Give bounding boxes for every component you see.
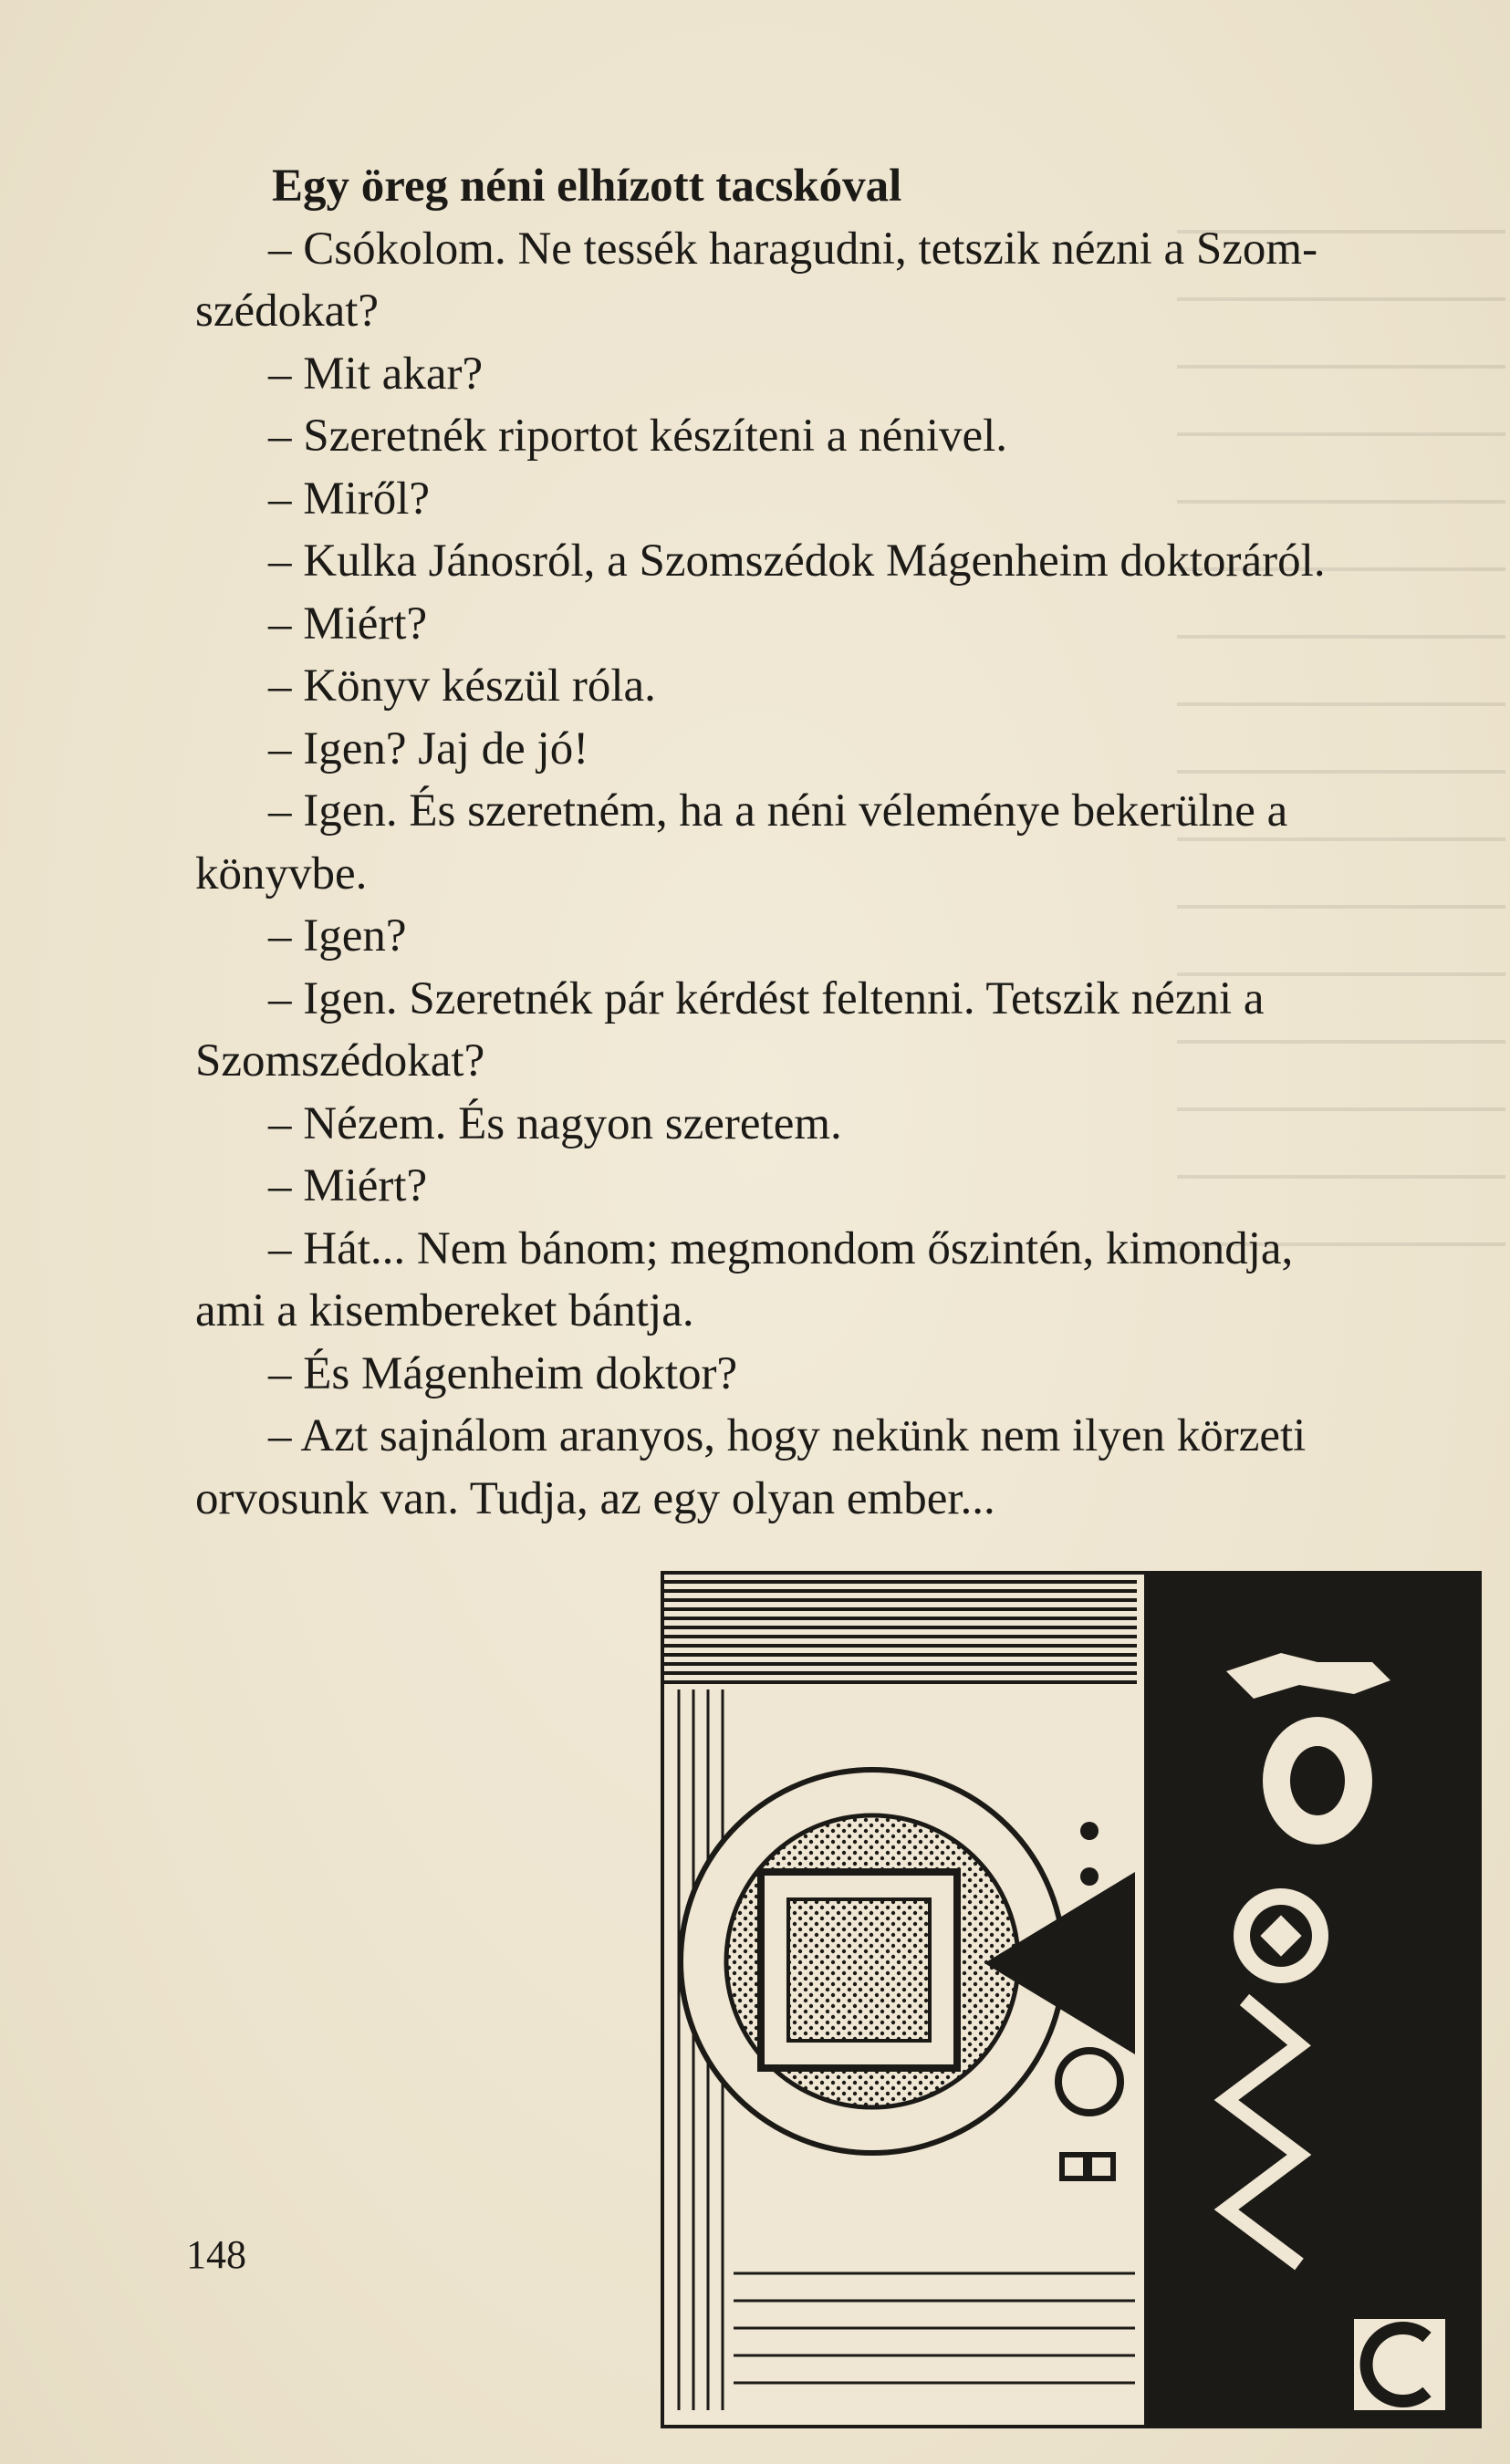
text-line: szédokat? [195,286,380,337]
text-line: – Könyv készül róla. [268,660,656,712]
text-line: – Nézem. És nagyon szeretem. [268,1097,842,1149]
text-line: ami a kisembereket bántja. [195,1285,694,1336]
text-line: – Miért? [268,598,428,650]
text-line: – Azt sajnálom aranyos, hogy nekünk nem ilyen körzeti [268,1410,1307,1461]
text-line: – Miről? [268,473,431,525]
text-line: könyvbe. [195,847,368,899]
text-line: orvosunk van. Tudja, az egy olyan ember... [195,1472,995,1524]
text-line: – Igen? [268,910,407,962]
text-line: – Mit akar? [268,348,484,400]
text-line: – Igen. Szeretnék pár kérdést feltenni. Tetszik nézni a [268,972,1265,1024]
text-line: – Csókolom. Ne tessék haragudni, tetszik nézni a Szom- [268,223,1318,275]
text-line: – És Mágenheim doktor? [268,1347,738,1399]
text-line: – Miért? [268,1160,428,1211]
woodcut-illustration-icon [661,1571,1482,2428]
text-line: – Szeretnék riportot készíteni a nénivel. [268,411,1008,462]
section-heading: Egy öreg néni elhízott tacskóval [272,161,902,212]
text-line: Szomszédokat? [195,1035,485,1086]
dialogue-text [195,155,1482,1530]
text-line: – Igen. És szeretném, ha a néni véleménye bekerülne a [268,785,1288,837]
text-line: – Kulka Jánosról, a Szomszédok Mágenheim doktoráról. [268,535,1326,587]
text-line: – Hát... Nem bánom; megmondom őszintén, kimondja, [268,1222,1294,1274]
page-number: 148 [186,2232,246,2277]
text-line: – Igen? Jaj de jó! [268,723,589,775]
